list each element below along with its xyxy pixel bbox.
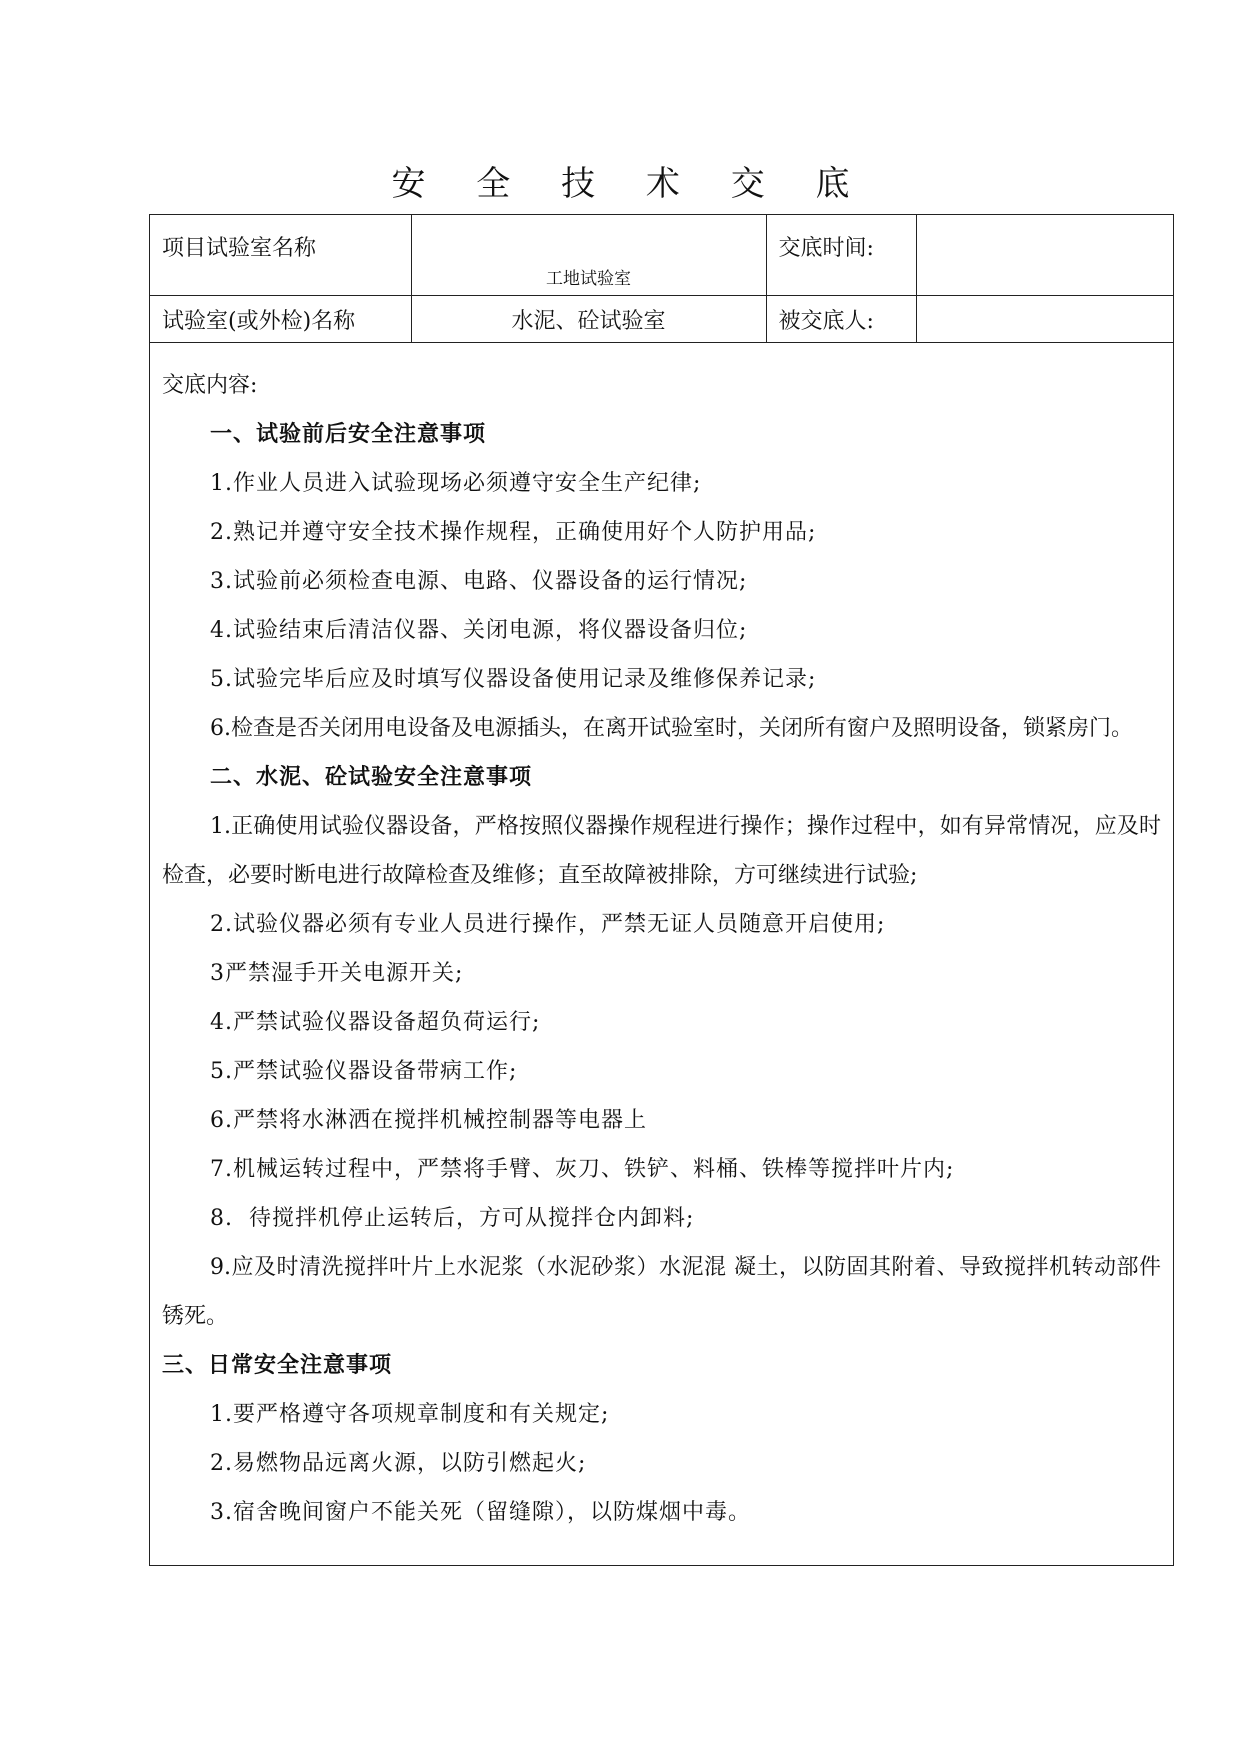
section1-item: 5.试验完毕后应及时填写仪器设备使用记录及维修保养记录;: [210, 667, 817, 692]
section1-heading: 一、试验前后安全注意事项: [210, 421, 487, 447]
section2-item: 3严禁湿手开关电源开关;: [210, 961, 464, 986]
section2-heading: 二、水泥、砼试验安全注意事项: [210, 764, 533, 790]
section2-item: 5.严禁试验仪器设备带病工作;: [210, 1059, 518, 1084]
sublab-label: 试验室(或外检)名称: [150, 296, 411, 343]
section1-item: 1.作业人员进入试验现场必须遵守安全生产纪律;: [210, 471, 702, 496]
disclosure-form: [149, 214, 1174, 1566]
sublab-value: 水泥、砼试验室: [411, 296, 766, 343]
section2-item: 6.严禁将水淋洒在搅拌机械控制器等电器上: [210, 1108, 647, 1133]
section3-item: 3.宿舍晚间窗户不能关死（留缝隙），以防煤烟中毒。: [210, 1500, 751, 1525]
section3-heading: 三、日常安全注意事项: [162, 1352, 393, 1378]
time-label: 交底时间:: [766, 215, 916, 296]
section2-item: 7.机械运转过程中，严禁将手臂、灰刀、铁铲、料桶、铁棒等搅拌叶片内;: [210, 1157, 955, 1182]
recipient-value: [916, 296, 1173, 343]
content-intro: 交底内容:: [162, 373, 258, 398]
section3-item: 2.易燃物品远离火源，以防引燃起火;: [210, 1451, 587, 1476]
lab-name-label: 项目试验室名称: [150, 215, 411, 296]
section1-item: 6.检查是否关闭用电设备及电源插头，在离开试验室时，关闭所有窗户及照明设备，锁紧房门。: [210, 716, 1133, 741]
document-title: 安 全 技 术 交 底: [391, 164, 870, 204]
section1-item: 4.试验结束后清洁仪器、关闭电源，将仪器设备归位;: [210, 618, 748, 643]
section3-item: 1.要严格遵守各项规章制度和有关规定;: [210, 1402, 610, 1427]
header-row-lab: [150, 215, 1173, 296]
section2-item: 1.正确使用试验仪器设备，严格按照仪器操作规程进行操作；操作过程中，如有异常情况，应及时检查，必要时断电进行故障检查及维修；直至故障被排除，方可继续进行试验;: [162, 814, 1161, 888]
lab-name-value: 工地试验室: [411, 215, 766, 296]
section2-item: 4.严禁试验仪器设备超负荷运行;: [210, 1010, 541, 1035]
section1-item: 3.试验前必须检查电源、电路、仪器设备的运行情况;: [210, 569, 748, 594]
header-table: [150, 215, 1173, 343]
disclosure-content: [150, 343, 1173, 1537]
section2-item: 9.应及时清洗搅拌叶片上水泥浆（水泥砂浆）水泥混 凝土，以防固其附着、导致搅拌机转动部件锈死。: [162, 1255, 1161, 1329]
header-row-sublab: [150, 296, 1173, 343]
section1-item: 2.熟记并遵守安全技术操作规程，正确使用好个人防护用品;: [210, 520, 817, 545]
section2-item: 8. 待搅拌机停止运转后，方可从搅拌仓内卸料;: [210, 1206, 695, 1231]
section2-item: 2.试验仪器必须有专业人员进行操作，严禁无证人员随意开启使用;: [210, 912, 886, 937]
time-value: [916, 215, 1173, 296]
recipient-label: 被交底人:: [766, 296, 916, 343]
